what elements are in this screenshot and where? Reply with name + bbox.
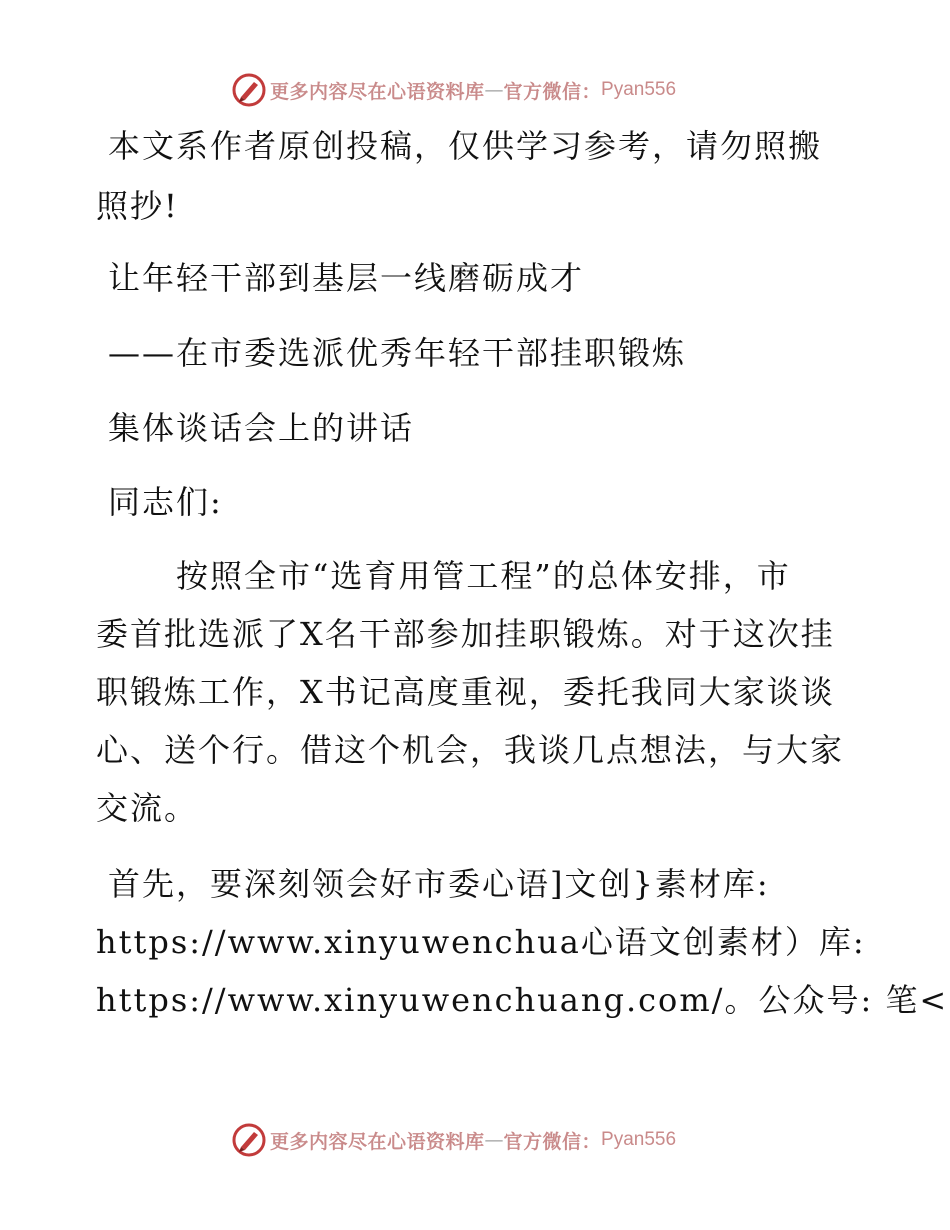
pen-logo-icon [232,1123,266,1157]
watermark-wechat-id: Pyan556 [601,79,677,100]
pen-logo-icon [232,73,266,107]
document-subtitle-line-2: 集体谈话会上的讲话 [108,409,415,447]
paragraph-2-line-3: https://www.xinyuwenchuang.com/。公众号: 笔< [96,981,949,1019]
paragraph-1-line-5: 交流。 [96,789,199,827]
watermark-text: 更多内容尽在心语资料库 [270,1130,485,1153]
paragraph-2-line-1: 首先，要深刻领会好市委心语]文创}素材库: [108,865,770,903]
watermark-text: 更多内容尽在心语资料库 [270,80,485,103]
disclaimer-line-2: 照抄! [96,187,179,225]
paragraph-1-line-2: 委首批选派了X名干部参加挂职锻炼。对于这次挂 [96,615,835,653]
watermark-wechat-label: 官方微信： [503,1130,602,1153]
paragraph-1-line-1: 按照全市“选育用管工程”的总体安排，市 [176,557,791,595]
watermark-wechat-label: 官方微信： [503,80,602,103]
paragraph-1-line-3: 职锻炼工作，X书记高度重视，委托我同大家谈谈 [96,673,835,711]
watermark-separator: — [484,79,504,101]
paragraph-2-line-2: https://www.xinyuwenchua心语文创素材）库: [96,923,866,961]
document-title: 让年轻干部到基层一线磨砺成才 [108,259,585,297]
salutation: 同志们: [108,483,223,521]
header-watermark [232,72,676,108]
disclaimer-line-1: 本文系作者原创投稿，仅供学习参考，请勿照搬 [108,127,823,165]
watermark-separator: — [484,1129,504,1151]
paragraph-1-line-4: 心、送个行。借这个机会，我谈几点想法，与大家 [96,731,845,769]
watermark-wechat-id: Pyan556 [601,1129,677,1150]
footer-watermark [232,1122,676,1158]
document-subtitle-line-1: ——在市委选派优秀年轻干部挂职锻炼 [108,334,687,372]
